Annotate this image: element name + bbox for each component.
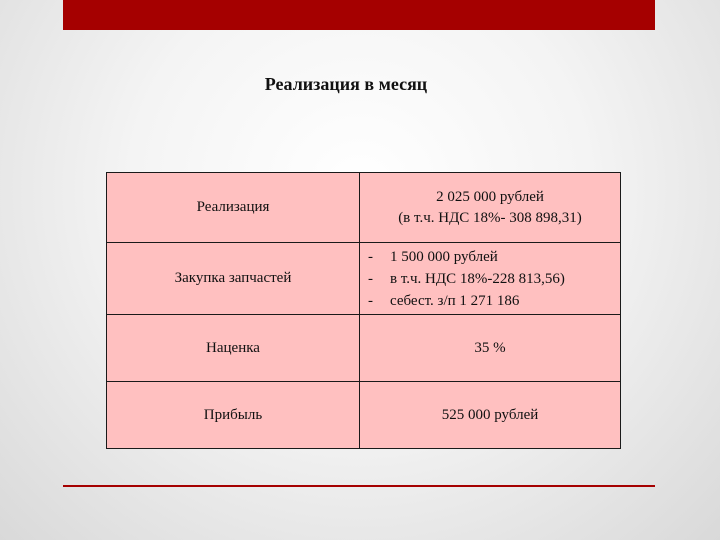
row-label: Закупка запчастей bbox=[107, 243, 360, 315]
dash-marker: - bbox=[368, 292, 373, 309]
dash-marker: - bbox=[368, 248, 373, 265]
top-accent-bar bbox=[63, 0, 655, 30]
slide-title: Реализация в месяц bbox=[264, 74, 428, 94]
bottom-divider bbox=[63, 485, 655, 487]
bullet-list bbox=[360, 246, 620, 312]
value-line: 2 025 000 рублей bbox=[436, 188, 544, 205]
table-row bbox=[107, 315, 621, 382]
row-value bbox=[360, 243, 621, 315]
list-item bbox=[368, 290, 620, 312]
row-value: 525 000 рублей bbox=[360, 382, 621, 449]
row-value bbox=[360, 173, 621, 243]
sales-table bbox=[106, 172, 621, 449]
table-row bbox=[107, 173, 621, 243]
table-row bbox=[107, 382, 621, 449]
list-item-text: в т.ч. НДС 18%-228 813,56) bbox=[390, 270, 565, 287]
list-item-text: себест. з/п 1 271 186 bbox=[390, 292, 520, 309]
list-item bbox=[368, 268, 620, 290]
value-line: (в т.ч. НДС 18%- 308 898,31) bbox=[398, 209, 582, 226]
list-item-text: 1 500 000 рублей bbox=[390, 248, 498, 265]
dash-marker: - bbox=[368, 270, 373, 287]
table-row bbox=[107, 243, 621, 315]
row-label: Прибыль bbox=[107, 382, 360, 449]
row-label: Наценка bbox=[107, 315, 360, 382]
list-item bbox=[368, 246, 620, 268]
row-label: Реализация bbox=[107, 173, 360, 243]
row-value: 35 % bbox=[360, 315, 621, 382]
